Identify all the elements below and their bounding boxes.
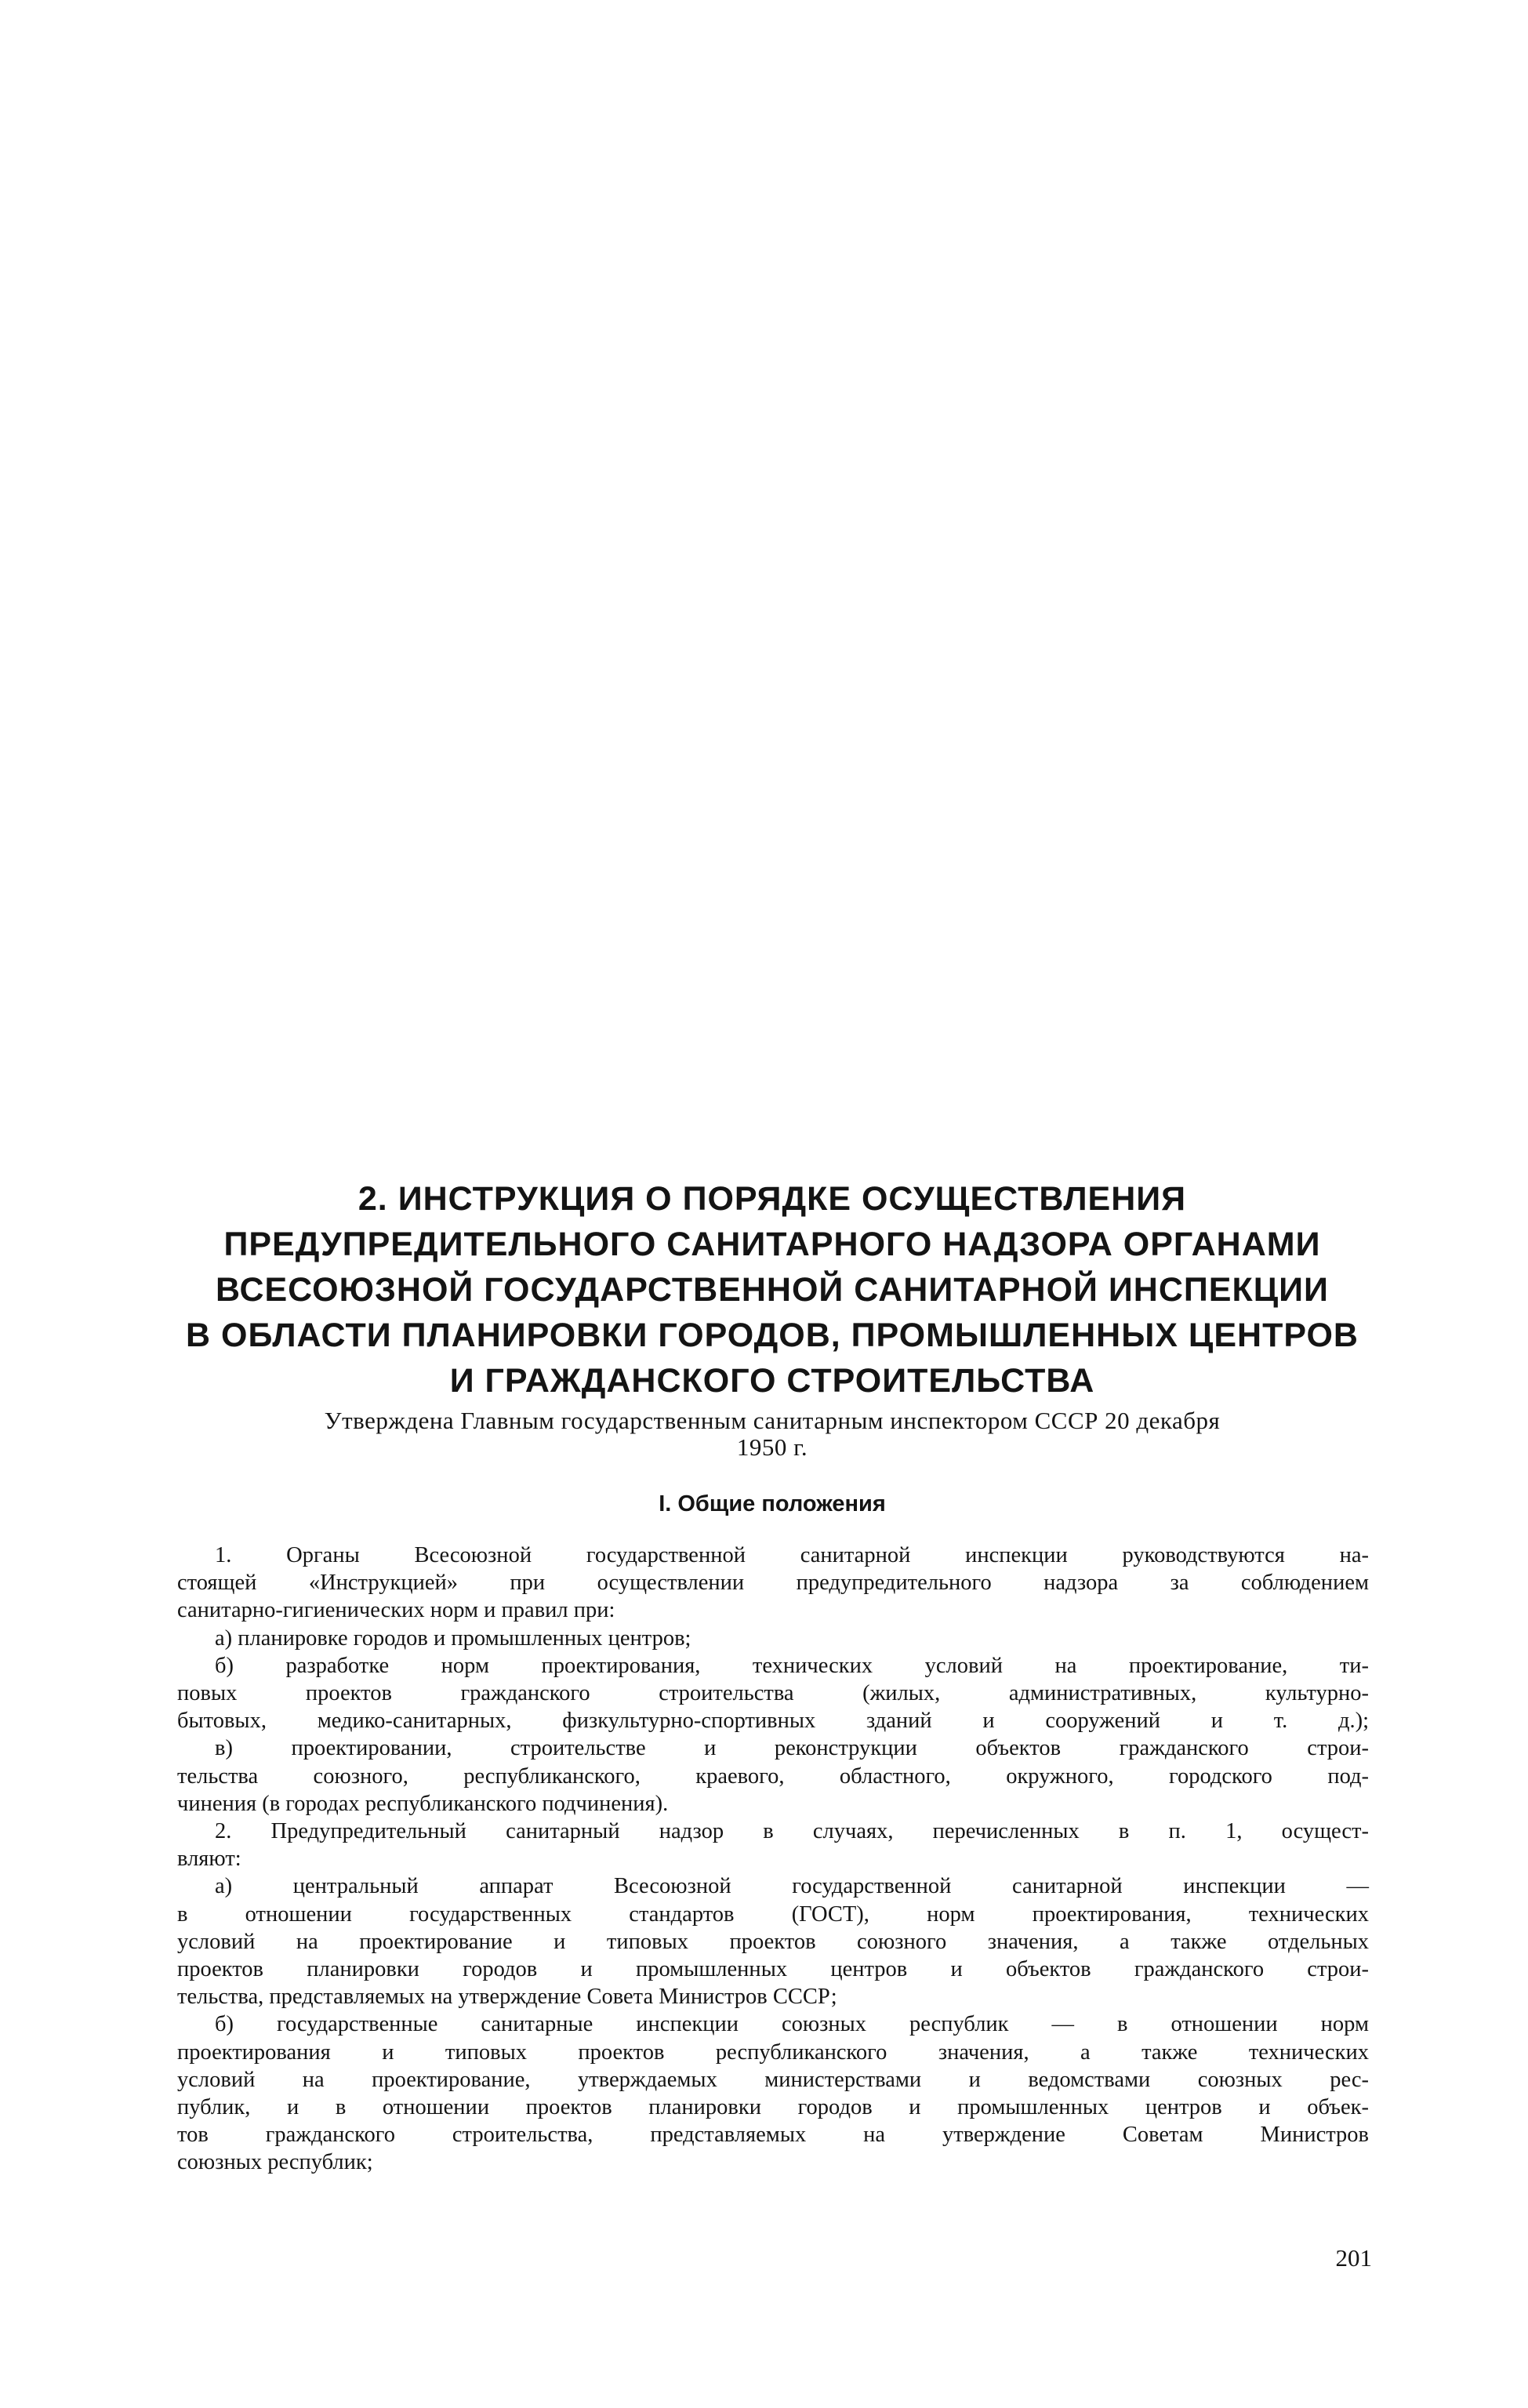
approval-line: Утверждена Главным государственным санитарным инспектором СССР 20 декабря: [324, 1407, 1221, 1434]
text-line: стоящей «Инструкцией» при осуществлении предупредительного надзора за соблюдением: [177, 1571, 1369, 1596]
text-line: б) государственные санитарные инспекции союзных республик — в отношении норм: [215, 2012, 1369, 2037]
text-line: б) разработке норм проектирования, технических условий на проектирование, ти-: [215, 1653, 1369, 1678]
text-line: 2. Предупредительный санитарный надзор в случаях, перечисленных в п. 1, осущест-: [215, 1819, 1369, 1844]
approval-note: [172, 1407, 1372, 1461]
approval-line: 1950 г.: [736, 1433, 808, 1461]
text-line: условий на проектирование, утверждаемых министерствами и ведомствами союзных рес-: [177, 2067, 1369, 2092]
text-line: публик, и в отношении проектов планировки городов и промышленных центров и объек-: [177, 2095, 1369, 2120]
text-line: чинения (в городах республиканского подчинения).: [177, 1791, 669, 1816]
title-line: ПРЕДУПРЕДИТЕЛЬНОГО САНИТАРНОГО НАДЗОРА ОРГАНАМИ: [223, 1226, 1321, 1263]
text-line: условий на проектирование и типовых проектов союзного значения, а также отдельных: [177, 1929, 1369, 1954]
text-line: союзных республик;: [177, 2150, 373, 2175]
text-line: тельства, представляемых на утверждение Совета Министров СССР;: [177, 1985, 837, 2010]
document-title: [157, 1176, 1388, 1404]
text-line: тов гражданского строительства, представляемых на утверждение Советам Министров: [177, 2123, 1369, 2148]
text-line: 1. Органы Всесоюзной государственной санитарной инспекции руководствуются на-: [215, 1543, 1369, 1567]
text-line: повых проектов гражданского строительства (жилых, административных, культурно-: [177, 1681, 1369, 1706]
text-line: проектов планировки городов и промышленных центров и объектов гражданского строи-: [177, 1957, 1369, 1982]
page-number: 201: [1335, 2244, 1372, 2272]
title-line: ВСЕСОЮЗНОЙ ГОСУДАРСТВЕННОЙ САНИТАРНОЙ ИНСПЕКЦИИ: [216, 1271, 1329, 1309]
text-line: вляют:: [177, 1847, 241, 1872]
text-line: а) планировке городов и промышленных центров;: [215, 1625, 691, 1651]
text-line: санитарно-гигиенических норм и правил при:: [177, 1598, 615, 1623]
text-line: бытовых, медико-санитарных, физкультурно-спортивных зданий и сооружений и т. д.);: [177, 1709, 1369, 1734]
body-text: [177, 1542, 1369, 2177]
text-line: а) центральный аппарат Всесоюзной государственной санитарной инспекции —: [215, 1874, 1369, 1899]
text-line: в) проектировании, строительстве и реконструкции объектов гражданского строи-: [215, 1736, 1369, 1761]
text-line: в отношении государственных стандартов (ГОСТ), норм проектирования, технических: [177, 1901, 1369, 1927]
text-line: тельства союзного, республиканского, краевого, областного, окружного, городского под-: [177, 1763, 1369, 1789]
text-line: проектирования и типовых проектов республиканского значения, а также технических: [177, 2039, 1369, 2065]
title-line: 2. ИНСТРУКЦИЯ О ПОРЯДКЕ ОСУЩЕСТВЛЕНИЯ: [358, 1180, 1187, 1218]
title-line: И ГРАЖДАНСКОГО СТРОИТЕЛЬСТВА: [449, 1362, 1095, 1400]
title-line: В ОБЛАСТИ ПЛАНИРОВКИ ГОРОДОВ, ПРОМЫШЛЕННЫХ ЦЕНТРОВ: [186, 1317, 1359, 1354]
section-heading: I. Общие положения: [659, 1491, 886, 1516]
